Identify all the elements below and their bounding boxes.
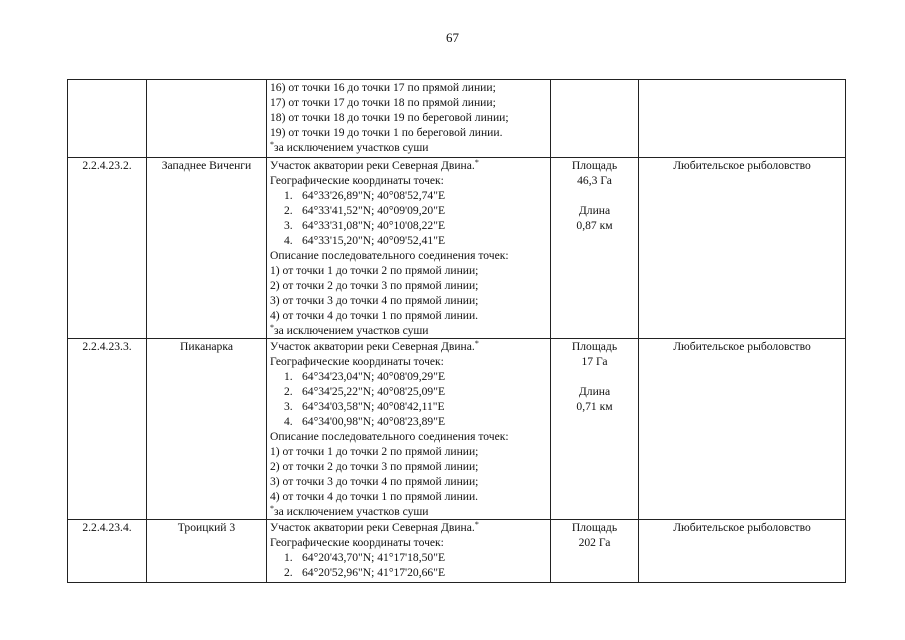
area-value: 46,3 Га	[577, 174, 612, 187]
description-line: 18) от точки 18 до точки 19 по береговой линии;	[270, 111, 509, 124]
row-number: 2.2.4.23.2.	[68, 158, 147, 339]
table-row	[68, 80, 846, 158]
area-size	[551, 339, 639, 520]
area-name	[147, 80, 267, 158]
coordinate-item: 1. 64°33'26,89"N; 40°08'52,74"E	[284, 189, 446, 202]
area-label: Площадь	[571, 521, 618, 534]
area-title: Участок акватории реки Северная Двина.*	[270, 158, 479, 172]
connection-label: Описание последовательного соединения точек:	[270, 249, 509, 262]
length-value: 0,87 км	[576, 219, 613, 232]
footnote: *за исключением участков суши	[270, 323, 429, 337]
area-size	[551, 520, 639, 583]
table-row	[68, 339, 846, 520]
description-line: 3) от точки 3 до точки 4 по прямой линии;	[270, 475, 479, 488]
row-number: 2.2.4.23.3.	[68, 339, 147, 520]
coordinate-item: 1. 64°34'23,04"N; 40°08'09,29"E	[284, 370, 446, 383]
fishing-areas-table	[67, 79, 846, 583]
description-line: 3) от точки 3 до точки 4 по прямой линии;	[270, 294, 479, 307]
coordinate-item: 3. 64°34'03,58"N; 40°08'42,11"E	[284, 400, 445, 413]
length-value: 0,71 км	[576, 400, 613, 413]
area-title: Участок акватории реки Северная Двина.*	[270, 339, 479, 353]
coordinate-item: 4. 64°33'15,20"N; 40°09'52,41"E	[284, 234, 446, 247]
area-label: Площадь	[571, 340, 618, 353]
area-name: Западнее Виченги	[147, 158, 267, 339]
description-line: 4) от точки 4 до точки 1 по прямой линии.	[270, 490, 479, 503]
description-line: 1) от точки 1 до точки 2 по прямой линии;	[270, 264, 479, 277]
area-name: Троицкий 3	[147, 520, 267, 583]
area-label: Площадь	[571, 159, 618, 172]
area-value: 17 Га	[581, 355, 608, 368]
coords-label: Географические координаты точек:	[270, 536, 444, 549]
page-number: 67	[446, 30, 459, 45]
coords-label: Географические координаты точек:	[270, 355, 444, 368]
area-name: Пиканарка	[147, 339, 267, 520]
area-description	[267, 158, 551, 339]
usage-type: Любительское рыболовство	[639, 158, 846, 339]
table-row	[68, 158, 846, 339]
coordinate-item: 2. 64°20'52,96"N; 41°17'20,66"E	[284, 566, 446, 579]
coordinate-item: 2. 64°33'41,52"N; 40°09'09,20"E	[284, 204, 446, 217]
description-line: 2) от точки 2 до точки 3 по прямой линии;	[270, 460, 479, 473]
footnote: *за исключением участков суши	[270, 140, 429, 154]
description-line: 1) от точки 1 до точки 2 по прямой линии;	[270, 445, 479, 458]
area-size	[551, 80, 639, 158]
usage-type: Любительское рыболовство	[639, 520, 846, 583]
description-line: 19) от точки 19 до точки 1 по береговой линии.	[270, 126, 503, 139]
coordinate-item: 2. 64°34'25,22"N; 40°08'25,09"E	[284, 385, 446, 398]
description-line: 16) от точки 16 до точки 17 по прямой линии;	[270, 81, 496, 94]
connection-label: Описание последовательного соединения точек:	[270, 430, 509, 443]
footnote: *за исключением участков суши	[270, 504, 429, 518]
row-number: 2.2.4.23.4.	[68, 520, 147, 583]
coordinate-item: 1. 64°20'43,70"N; 41°17'18,50"E	[284, 551, 446, 564]
length-label: Длина	[578, 385, 611, 398]
description-line: 2) от точки 2 до точки 3 по прямой линии;	[270, 279, 479, 292]
row-number	[68, 80, 147, 158]
area-title: Участок акватории реки Северная Двина.*	[270, 520, 479, 534]
length-label: Длина	[578, 204, 611, 217]
description-line: 17) от точки 17 до точки 18 по прямой линии;	[270, 96, 496, 109]
area-description	[267, 520, 551, 583]
area-description	[267, 80, 551, 158]
coords-label: Географические координаты точек:	[270, 174, 444, 187]
area-size	[551, 158, 639, 339]
area-description	[267, 339, 551, 520]
usage-type	[639, 80, 846, 158]
usage-type: Любительское рыболовство	[639, 339, 846, 520]
description-line: 4) от точки 4 до точки 1 по прямой линии.	[270, 309, 479, 322]
table-row	[68, 520, 846, 583]
area-value: 202 Га	[578, 536, 611, 549]
coordinate-item: 4. 64°34'00,98"N; 40°08'23,89"E	[284, 415, 446, 428]
coordinate-item: 3. 64°33'31,08"N; 40°10'08,22"E	[284, 219, 446, 232]
